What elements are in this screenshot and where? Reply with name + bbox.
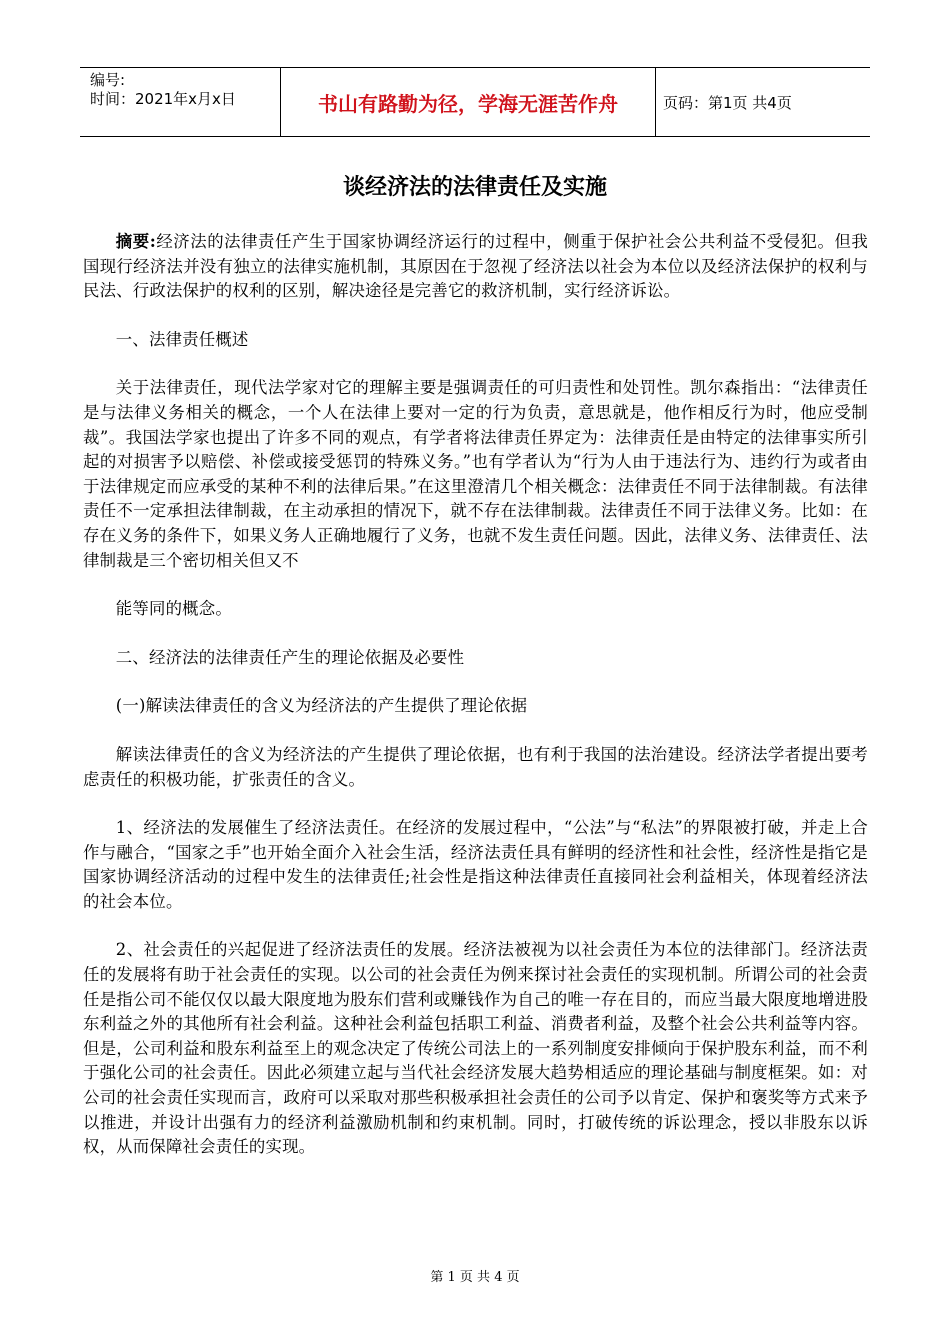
abstract-label: 摘要: xyxy=(115,232,156,251)
section1-paragraph-1: 关于法律责任，现代法学家对它的理解主要是强调责任的可归责性和处罚性。凯尔森指出：“法律责任是与法律义务相关的概念，一个人在法律上要对一定的行为负责，意思就是，他作相反行为时，他应受制裁”。我国法学家也提出了许多不同的观点，有学者将法律责任界定为：法律责任是由特定的法律事实所引起的对损害予以赔偿、补偿或接受惩罚的特殊义务。”也有学者认为“行为人由于违法行为、违约行为或者由于法律规定而应承受的某种不利的法律后果。”在这里澄清几个相关概念：法律责任不同于法律制裁。有法律责任不一定承担法律制裁，在主动承担的情况下，就不存在法律制裁。法律责任不同于法律义务。比如：在存在义务的条件下，如果义务人正确地履行了义务，也就不发生责任问题。因此，法律义务、法律责任、法律制裁是三个密切相关但又不 xyxy=(83,378,868,570)
abstract-paragraph xyxy=(83,230,868,304)
header-table xyxy=(80,67,870,137)
section2-paragraph-2: 1、经济法的发展催生了经济法责任。在经济的发展过程中，“公法”与“私法”的界限被打破，并走上合作与融合，“国家之手”也开始全面介入社会生活，经济法责任具有鲜明的经济性和社会性，经济性是指它是国家协调经济活动的过程中发生的法律责任;社会性是指这种法律责任直接同社会利益相关，体现着经济法的社会本位。 xyxy=(83,818,868,911)
section2-heading: 二、经济法的法律责任产生的理论依据及必要性 xyxy=(115,647,465,667)
section2-paragraph-1: 解读法律责任的含义为经济法的产生提供了理论依据，也有利于我国的法治建设。经济法学者提出要考虑责任的积极功能，扩张责任的含义。 xyxy=(83,744,868,789)
header-page-info: 页码：第1页 共4页 xyxy=(663,93,792,112)
page-footer: 第 1 页 共 4 页 xyxy=(430,1270,520,1285)
code-label: 编号: xyxy=(90,71,126,89)
section1-heading: 一、法律责任概述 xyxy=(115,329,249,349)
header-meta xyxy=(80,68,281,136)
header-motto: 书山有路勤为径，学海无涯苦作舟 xyxy=(281,68,656,136)
section1-paragraph-2: 能等同的概念。 xyxy=(115,599,232,619)
section2-subheading-1: (一)解读法律责任的含义为经济法的产生提供了理论依据 xyxy=(115,696,528,716)
document-body xyxy=(83,230,868,1160)
abstract-text: 经济法的法律责任产生于国家协调经济运行的过程中，侧重于保护社会公共利益不受侵犯。但我国现行经济法并没有独立的法律实施机制，其原因在于忽视了经济法以社会为本位以及经济法保护的权利与民法、行政法保护的权利的区别，解决途径是完善它的救济机制，实行经济诉讼。 xyxy=(83,232,869,301)
time-label: 时间：2021年x月x日 xyxy=(90,90,236,108)
section2-paragraph-3: 2、社会责任的兴起促进了经济法责任的发展。经济法被视为以社会责任为本位的法律部门。经济法责任的发展将有助于社会责任的实现。以公司的社会责任为例来探讨社会责任的实现机制。所谓公司的社会责任是指公司不能仅仅以最大限度地为股东们营利或赚钱作为自己的唯一存在目的，而应当最大限度地增进股东利益之外的其他所有社会利益。这种社会利益包括职工利益、消费者利益，及整个社会公共利益等内容。但是，公司利益和股东利益至上的观念决定了传统公司法上的一系列制度安排倾向于保护股东利益，而不利于强化公司的社会责任。因此必须建立起与当代社会经济发展大趋势相适应的理论基础与制度框架。如：对公司的社会责任实现而言，政府可以采取对那些积极承担社会责任的公司予以肯定、保护和褒奖等方式来予以推进，并设计出强有力的经济利益激励机制和约束机制。同时，打破传统的诉讼理念，授以非股东以诉权，从而保障社会责任的实现。 xyxy=(83,940,868,1157)
document-title: 谈经济法的法律责任及实施 xyxy=(342,175,607,200)
